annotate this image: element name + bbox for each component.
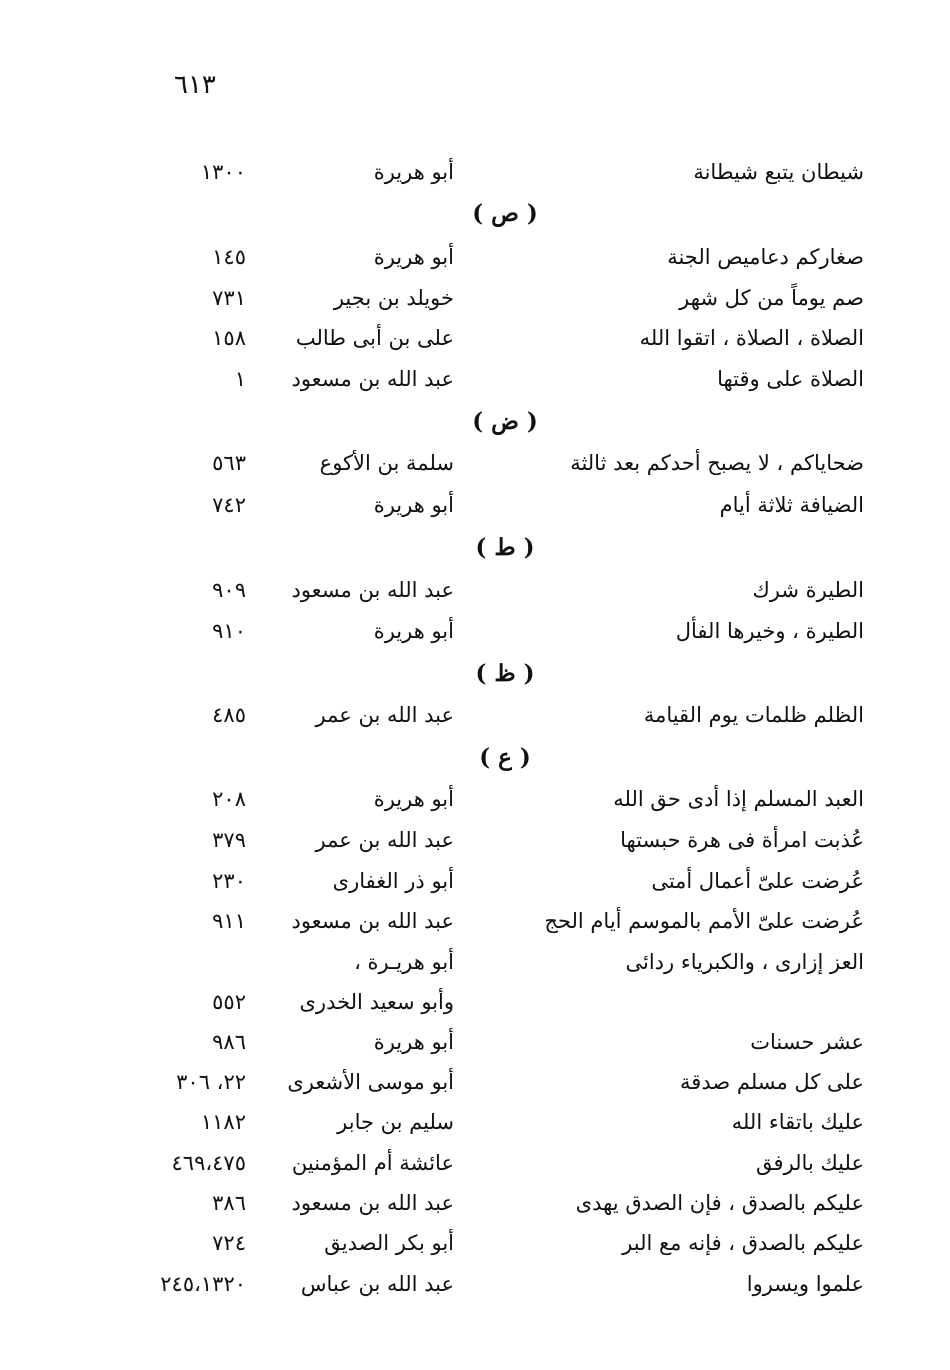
section-letter: ( ظ ) <box>475 660 535 687</box>
index-row <box>0 820 950 860</box>
index-row <box>0 570 950 610</box>
hadith-text: عُذبت امرأة فى هرة حبستها <box>620 828 864 852</box>
hadith-number: ٥٦٣ <box>212 451 246 475</box>
narrator-name: عبد الله بن مسعود <box>291 909 454 933</box>
index-row <box>0 942 950 982</box>
section-letter-heading <box>0 528 950 568</box>
hadith-text: الطيرة ، وخيرها الفأل <box>675 619 864 643</box>
narrator-name: أبو هريرة <box>373 245 454 269</box>
hadith-number: ٧٤٢ <box>212 493 246 517</box>
hadith-number: ١٣٠٠ <box>200 160 246 184</box>
hadith-text: شيطان يتبع شيطانة <box>693 160 864 184</box>
hadith-number: ٤٦٩،٤٧٥ <box>171 1151 246 1175</box>
section-letter-heading <box>0 654 950 694</box>
index-row <box>0 1062 950 1102</box>
narrator-name: أبو ذر الغفارى <box>332 869 454 893</box>
index-row <box>0 359 950 399</box>
narrator-name: عبد الله بن مسعود <box>291 1191 454 1215</box>
index-row <box>0 237 950 277</box>
hadith-text: عليكم بالصدق ، فإنه مع البر <box>622 1231 864 1255</box>
index-row <box>0 443 950 483</box>
hadith-number: ١١٨٢ <box>200 1110 246 1134</box>
hadith-number: ١٤٥ <box>212 245 246 269</box>
index-row <box>0 982 950 1022</box>
index-row <box>0 1183 950 1223</box>
narrator-name: عبد الله بن عمر <box>315 828 454 852</box>
hadith-number: ٣٧٩ <box>212 828 246 852</box>
index-row <box>0 1264 950 1304</box>
narrator-name: سليم بن جابر <box>337 1110 454 1134</box>
index-row <box>0 611 950 651</box>
hadith-number: ٩٨٦ <box>212 1030 246 1054</box>
section-letter-heading <box>0 738 950 778</box>
narrator-name: أبو هريرة <box>373 787 454 811</box>
page-number: ٦١٣ <box>174 70 216 100</box>
hadith-number: ٢٠٨ <box>212 787 246 811</box>
index-row <box>0 1022 950 1062</box>
hadith-number: ٩١٠ <box>212 619 246 643</box>
section-letter-heading <box>0 194 950 234</box>
hadith-text: الظلم ظلمات يوم القيامة <box>643 703 864 727</box>
section-letter-heading <box>0 402 950 442</box>
hadith-text: عليك باتقاء الله <box>731 1110 864 1134</box>
hadith-text: علموا ويسروا <box>746 1272 864 1296</box>
hadith-text: الطيرة شرك <box>752 578 864 602</box>
index-row <box>0 278 950 318</box>
hadith-text: الضيافة ثلاثة أيام <box>719 493 864 517</box>
hadith-number: ٥٥٢ <box>212 990 246 1014</box>
narrator-name: عبد الله بن عمر <box>315 703 454 727</box>
section-letter: ( ع ) <box>479 744 531 771</box>
hadith-number: ٧٣١ <box>212 286 246 310</box>
hadith-text: عُرضت علىّ أعمال أمتى <box>651 869 864 893</box>
hadith-number: ٩٠٩ <box>212 578 246 602</box>
index-row <box>0 901 950 941</box>
section-letter: ( ط ) <box>475 534 535 561</box>
hadith-text: صم يوماً من كل شهر <box>679 286 864 310</box>
narrator-name: أبو بكر الصديق <box>324 1231 454 1255</box>
hadith-text: ضحاياكم ، لا يصبح أحدكم بعد ثالثة <box>570 451 864 475</box>
hadith-number: ٣٨٦ <box>212 1191 246 1215</box>
section-letter: ( ض ) <box>472 408 538 435</box>
narrator-name: عائشة أم المؤمنين <box>291 1151 454 1175</box>
hadith-number: ٢٤٥،١٣٢٠ <box>160 1272 246 1296</box>
narrator-name: خويلد بن بجير <box>333 286 454 310</box>
index-row <box>0 152 950 192</box>
narrator-name: أبو موسى الأشعرى <box>287 1070 454 1094</box>
hadith-text: العبد المسلم إذا أدى حق الله <box>613 787 864 811</box>
hadith-number: ٩١١ <box>212 909 246 933</box>
hadith-text: عُرضت علىّ الأمم بالموسم أيام الحج <box>544 909 864 933</box>
hadith-text: الصلاة ، الصلاة ، اتقوا الله <box>639 326 864 350</box>
index-row <box>0 1102 950 1142</box>
index-row <box>0 779 950 819</box>
hadith-text: على كل مسلم صدقة <box>680 1070 864 1094</box>
narrator-name: أبو هريرة <box>373 1030 454 1054</box>
hadith-text: صغاركم دعاميص الجنة <box>667 245 864 269</box>
index-row <box>0 485 950 525</box>
hadith-text: الصلاة على وقتها <box>717 367 864 391</box>
narrator-name: عبد الله بن مسعود <box>291 578 454 602</box>
narrator-name: أبو هريرة <box>373 493 454 517</box>
index-row <box>0 318 950 358</box>
hadith-number: ٧٢٤ <box>212 1231 246 1255</box>
hadith-number: ٢٢، ٣٠٦ <box>176 1070 246 1094</box>
hadith-number: ١٥٨ <box>212 326 246 350</box>
index-row <box>0 695 950 735</box>
hadith-text: عشر حسنات <box>750 1030 864 1054</box>
hadith-text: عليك بالرفق <box>756 1151 864 1175</box>
index-row <box>0 1223 950 1263</box>
index-row <box>0 1143 950 1183</box>
hadith-number: ٤٨٥ <box>212 703 246 727</box>
narrator-name: سلمة بن الأكوع <box>319 451 454 475</box>
hadith-number: ٢٣٠ <box>212 869 246 893</box>
section-letter: ( ص ) <box>472 200 538 227</box>
hadith-text: عليكم بالصدق ، فإن الصدق يهدى <box>575 1191 864 1215</box>
hadith-text: العز إزارى ، والكبرياء ردائى <box>625 950 864 974</box>
narrator-name: على بن أبى طالب <box>295 326 454 350</box>
hadith-number: ١ <box>234 367 246 391</box>
narrator-name: وأبو سعيد الخدرى <box>299 990 454 1014</box>
narrator-name: أبو هريرة <box>373 160 454 184</box>
narrator-name: عبد الله بن عباس <box>300 1272 454 1296</box>
narrator-name: أبو هريـرة ، <box>354 950 454 974</box>
narrator-name: عبد الله بن مسعود <box>291 367 454 391</box>
index-row <box>0 861 950 901</box>
narrator-name: أبو هريرة <box>373 619 454 643</box>
